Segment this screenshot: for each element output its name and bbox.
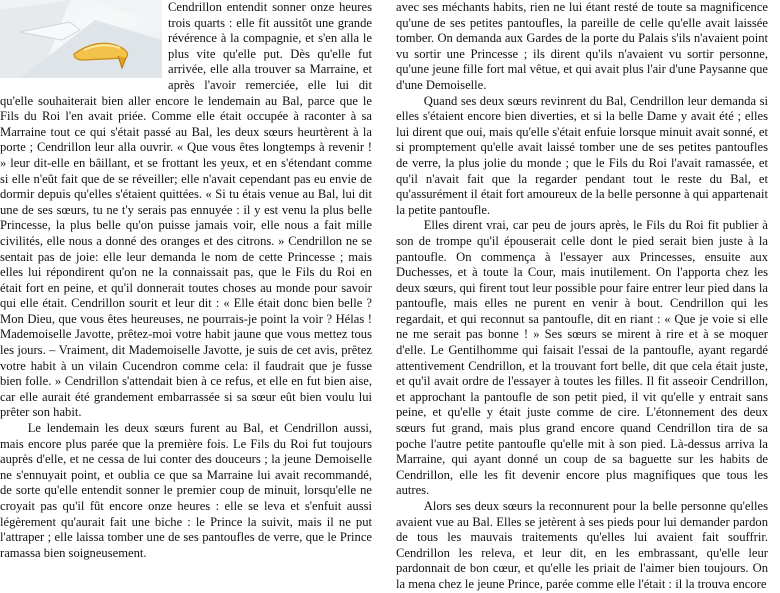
paragraph: Elles dirent vrai, car peu de jours après, le Fils du Roi fit publier à son de trompe qu'il épouserait celle dont le pied serait bien juste à la pantoufle. On commença à l'essayer aux Princesses, ensuite aux Duchesses, et à toute la Cour, mais inutilement. On l'apporta chez les deux sœurs, qui firent tout leur possible pour faire entrer leur pied dans la pantoufle, mais elles ne purent en venir à bout. Cendrillon qui les regardait, et qui reconnut sa pantoufle, dit en riant : « Que je voie si elle ne me serait pas bonne ! » Ses sœurs se mirent à rire et à se moquer d'elle. Le Gentilhomme qui faisait l'essai de la pantoufle, ayant regardé attentivement Cendrillon, et la trouvant fort belle, dit que cela était juste, et qu'il avait ordre de l'essayer à toutes les filles. Il fit asseoir Cendrillon, et approchant la pantoufle de son petit pied, il vit qu'elle y entrait sans peine, et qu'elle y était juste comme de cire. L'étonnement des deux sœurs fut grand, mais plus grand encore quand Cendrillon tira de sa poche l'autre petite pantoufle qu'elle mit à son pied. Là-dessus arriva la Marraine, qui ayant donné un coup de sa baguette sur les habits de Cendrillon, elle les fit devenir encore plus magnifiques que tous les autres. <box>396 218 768 498</box>
right-column <box>396 0 768 593</box>
glass-slipper-icon <box>0 0 162 78</box>
left-column <box>0 0 372 561</box>
paragraph: Cendrillon entendit sonner onze heures trois quarts : elle fit aussitôt une grande révérence à la compagnie, et s'en alla le plus vite qu'elle put. Dès qu'elle fut arrivée, elle alla trouver sa Marraine, et après l'avoir remerciée, elle lui dit qu'elle souhaiterait bien aller encore le lendemain au Bal, parce que le Fils du Roi l'en avait priée. Comme elle était occupée à raconter à sa Marraine tout ce qui s'était passé au Bal, les deux sœurs heurtèrent à la porte ; Cendrillon leur alla ouvrir. « Que vous êtes longtemps à revenir ! » leur dit-elle en bâillant, et se frottant les yeux, et en s'étendant comme si elle n'eût fait que de se réveiller; elle n'avait cependant pas eu envie de dormir depuis qu'elles s'étaient quittées. « Si tu étais venue au Bal, lui dit une de ses sœurs, tu ne t'y serais pas ennuyée : il y est venu la plus belle Princesse, la plus belle qu'on puisse jamais voir, elle nous a fait mille civilités, elle nous a donné des oranges et des citrons. » Cendrillon ne se sentait pas de joie: elle leur demanda le nom de cette Princesse ; mais elles lui répondirent qu'on ne la connaissait pas, que le Fils du Roi en était fort en peine, et qu'il donnerait toutes choses au monde pour savoir qui elle était. Cendrillon sourit et leur dit : « Elle était donc bien belle ? Mon Dieu, que vous êtes heureuses, ne pourrais-je point la voir ? Hélas ! Mademoiselle Javotte, prêtez-moi votre habit jaune que vous mettez tous les jours. – Vraiment, dit Mademoiselle Javotte, je suis de cet avis, prêtez votre habit à un vilain Cucendron comme cela: il faudrait que je fusse bien folle. » Cendrillon s'attendait bien à ce refus, et elle en fut bien aise, car elle aurait été grandement embarrassée si sa sœur eût bien voulu lui prêter son habit. <box>0 0 372 420</box>
paragraph: Quand ses deux sœurs revinrent du Bal, Cendrillon leur demanda si elles s'étaient encore bien diverties, et si la belle Dame y avait été ; elles lui dirent que oui, mais qu'elle s'était enfuie lorsque minuit avait sonné, et si promptement qu'elle avait laissé tomber une de ses petites pantoufles de verre, la plus jolie du monde ; que le Fils du Roi l'avait ramassée, et qu'il n'avait fait que la regarder pendant tout le reste du Bal, et qu'assurément il était fort amoureux de la belle personne à qui appartenait la petite pantoufle. <box>396 93 768 217</box>
paragraph: Le lendemain les deux sœurs furent au Bal, et Cendrillon aussi, mais encore plus parée que la première fois. Le Fils du Roi fut toujours auprès d'elle, et ne cessa de lui conter des douceurs ; la jeune Demoiselle ne s'ennuyait point, et oublia ce que sa Marraine lui avait recommandé, de sorte qu'elle entendit sonner le premier coup de minuit, lorsqu'elle ne croyait pas qu'il fût encore onze heures : elle se leva et s'enfuit aussi légèrement qu'aurait fait une biche : le Prince la suivit, mais il ne put l'attraper ; elle laissa tomber une de ses pantoufles de verre, que le Prince ramassa bien soigneusement. <box>0 421 372 560</box>
paragraph: avec ses méchants habits, rien ne lui étant resté de toute sa magnificence qu'une de ses petites pantoufles, la pareille de celle qu'elle avait laissée tomber. On demanda aux Gardes de la porte du Palais s'ils n'avaient point vu sortir une Princesse ; ils dirent qu'ils n'avaient vu sortir personne, qu'une jeune fille fort mal vêtue, et qui avait plus l'air d'une Paysanne que d'une Demoiselle. <box>396 0 768 92</box>
paragraph: Alors ses deux sœurs la reconnurent pour la belle personne qu'elles avaient vue au Bal. Elles se jetèrent à ses pieds pour lui demander pardon de tous les mauvais traitements qu'elles lui avaient fait souffrir. Cendrillon les releva, et leur dit, en les embrassant, qu'elle leur pardonnait de bon cœur, et qu'elle les priait de l'aimer bien toujours. On la mena chez le jeune Prince, parée comme elle l'était : il la trouva encore <box>396 499 768 591</box>
glass-slipper-illustration <box>0 0 162 78</box>
